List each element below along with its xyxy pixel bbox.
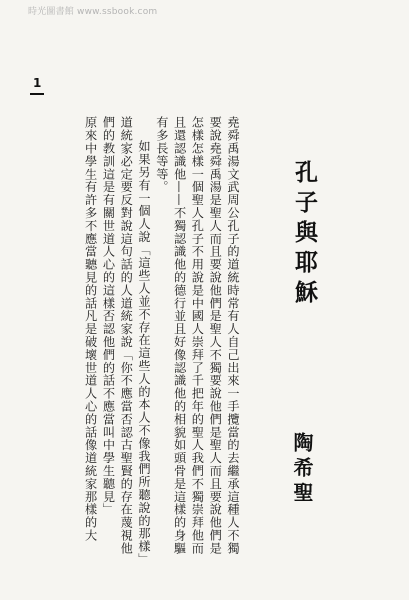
watermark: 時光圖書館 www.ssbook.com (28, 7, 158, 17)
essay-title: 孔子與耶穌 (291, 160, 318, 310)
author-name: 陶希聖 (290, 432, 314, 507)
paragraph-2: 如果另有一個人說「這些人並不存在這些人的本人不像我們所聽說的那樣」道統家必定要反對說這句話的人道統家說「你不應當否認古聖賢的存在蔑視他們的教訓這是有關世道人心的這樣否認他們的話不應當叫中學生聽見」 (101, 116, 152, 560)
page-number: 1 (33, 76, 42, 90)
paragraph-3: 原來中學生有許多不應當聽見的話凡是破壞世道人心的話像道統家那樣的大 (83, 116, 98, 542)
body-text (81, 116, 241, 564)
page-number-rule (30, 93, 44, 95)
paragraph-1: 堯舜禹湯文武周公孔子的道統時常有人自己出來一手攬當的去繼承這種人不獨要說堯舜禹湯是聖人而且要說他們是聖人不獨要說他們是聖人而且要說他們是怎樣怎樣一個聖人孔子不用說是中國人崇拜了千把年的聖人我們不獨崇拜他而且還認識他——不獨認識他的德行並且好像認識他的相貌如頭骨是這樣的身驅有多長等等。 (154, 116, 240, 555)
